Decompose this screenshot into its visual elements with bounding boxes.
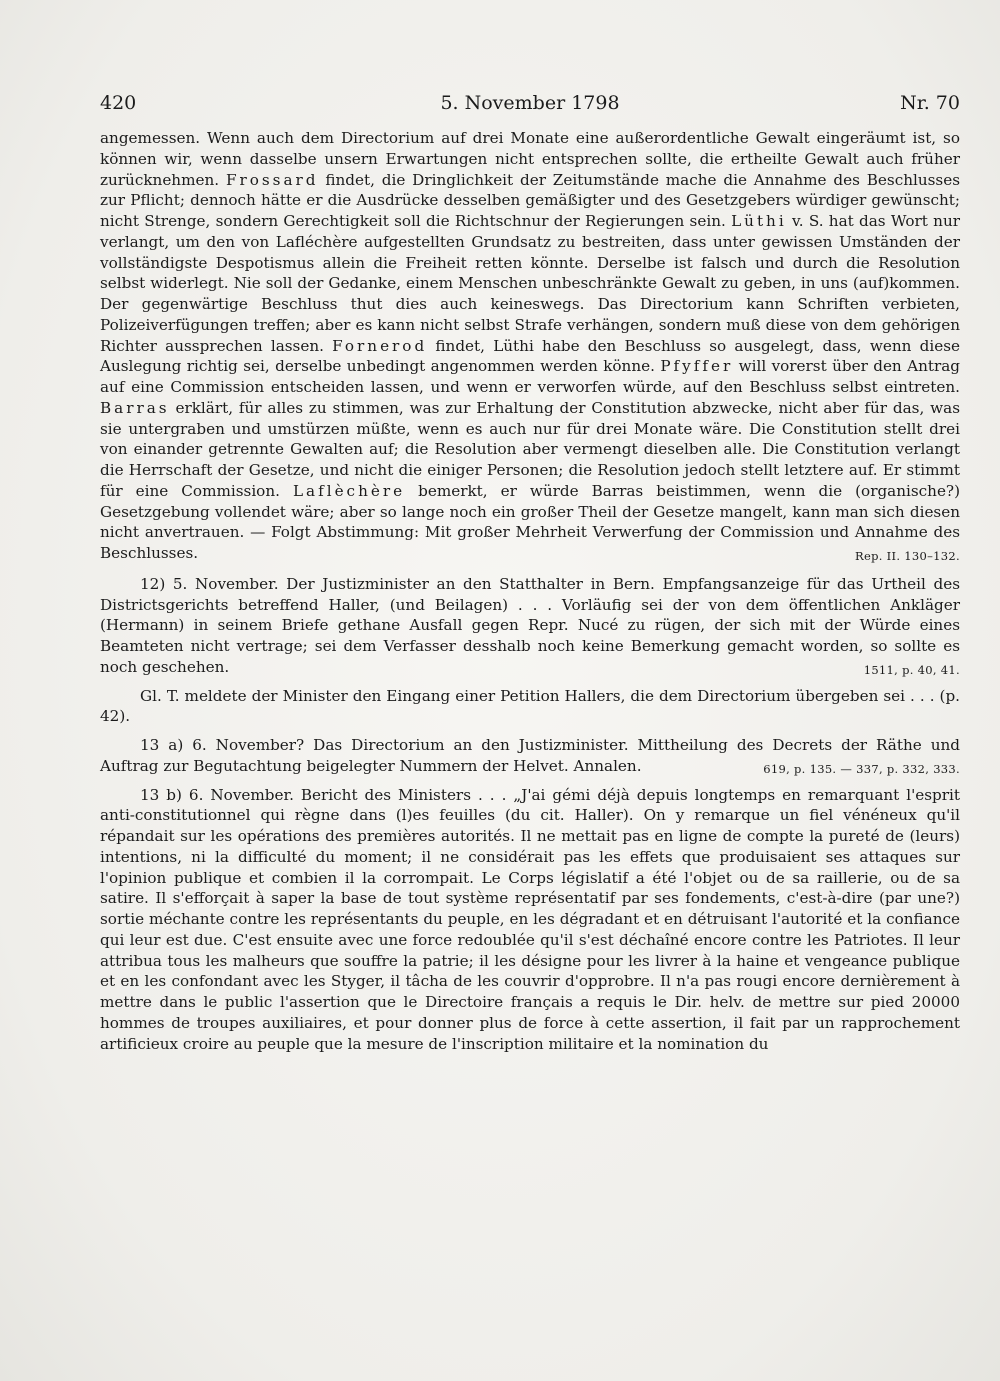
entry-text: 13 a) 6. November? Das Directorium an den Justizminister. Mittheilung des Decrets der Räthe und Auftrag zur Begutachtung beigelegter Nummern der Helvet. Annalen. xyxy=(100,736,960,775)
header-date: 5. November 1798 xyxy=(440,92,620,114)
text-segment: will vorerst über den Antrag auf eine Commission entscheiden lassen, und wenn er verworfen würde, auf den Beschluss selbst eintreten. xyxy=(100,357,960,396)
document-number: Nr. 70 xyxy=(900,92,960,114)
paragraph-debate xyxy=(100,128,960,564)
text-segment: bemerkt, er würde Barras beistimmen, wenn die (organische?) Gesetzgebung vollendet wäre; aber so lange noch ein großer Theil der Gesetze mangelt, kann man sich diesen nicht anvertrauen. — Folgt Abstimmung: Mit großer Mehrheit Verwerfung der Commission und Annahme des Beschlusses. xyxy=(100,481,961,562)
text-segment: findet, die Dringlichkeit der Zeitumstände mache die Annahme des Beschlusses zur Pflicht; dennoch hätte er die Ausdrücke desselben gemäßigter und des Gesetzgebers würdiger gewünscht; nicht Strenge, sondern Gerechtigkeit soll die Richtschnur der Regierungen sein. xyxy=(100,170,960,230)
running-header xyxy=(100,92,960,122)
entry-text: Gl. T. meldete der Minister den Eingang einer Petition Hallers, die dem Directorium übergeben sei . . . (p. 42). xyxy=(100,686,960,726)
text-segment: angemessen. Wenn auch dem Directorium auf drei Monate eine außerordentliche Gewalt eingeräumt ist, so können wir, wenn dasselbe unsern Erwartungen nicht entsprechen sollte, die ertheilte Gewalt auch früher zurücknehmen. xyxy=(100,129,960,189)
speaker-name: Fornerod xyxy=(332,336,428,355)
paragraph-entry-13b xyxy=(100,785,960,1055)
speaker-name: Lüthi xyxy=(731,212,787,230)
source-reference: Rep. II. 130–132. xyxy=(855,549,960,563)
text-segment: findet, Lüthi habe den Beschluss so ausgelegt, dass, wenn diese Auslegung richtig sei, derselbe unbedingt angenommen werden könne. xyxy=(100,336,960,376)
speaker-name: Frossard xyxy=(225,170,319,189)
text-segment: v. S. hat das Wort nur verlangt, um den von Lafléchère aufgestellten Grundsatz zu bestreiten, dass unter gewissen Umständen der vollständigste Despotismus allein die Freiheit retten könnte. Derselbe ist falsch und durch die Resolution selbst widerlegt. Nie soll der Gedanke, einem Menschen unbeschränkte Gewalt zu geben, in uns (auf)kommen. Der gegenwärtige Beschluss thut dies auch keineswegs. Das Directorium kann Schriften verbieten, Polizeiverfügungen treffen; aber es kann nicht selbst Strafe verhängen, sondern muß diese von dem gehörigen Richter aussprechen lassen. xyxy=(100,212,961,355)
paragraph-entry-13a xyxy=(100,735,960,777)
paragraph-note xyxy=(100,686,960,728)
main-text xyxy=(100,128,960,1054)
source-reference: 619, p. 135. — 337, p. 332, 333. xyxy=(763,761,960,776)
speaker-name: Barras xyxy=(100,398,170,417)
paragraph-entry-12 xyxy=(100,574,960,678)
speaker-name: Laflèchère xyxy=(292,481,406,500)
speaker-name: Pfyffer xyxy=(660,357,734,376)
page-number: 420 xyxy=(100,92,137,114)
entry-text: 13 b) 6. November. Bericht des Ministers . . . „J'ai gémi déjà depuis longtemps en remarquant l'esprit anti-constitutionnel qui règne dans (l)es feuilles (du cit. Haller). On y remarque un fiel vénéneux qu'il répandait sur les opérations des premières autorités. Il ne mettait pas en ligne de compte la pureté de (leurs) intentions, ni la difficulté du moment; il ne considérait pas les effets que produisaient ses attaques sur l'opinion publique et combien il la corrompait. Le Corps législatif a été l'objet ou de sa raillerie, ou de sa satire. Il s'efforçait à saper la base de tout système représentatif par ses fondements, c'est-à-dire (par une?) sortie méchante contre les représentants du peuple, en les dégradant et en détruisant l'autorité et la confiance qui leur est due. C'est ensuite avec une force redoublée qu'il s'est déchaîné encore contre les Patriotes. Il leur attribua tous les malheurs que souffre la patrie; il les désigne pour les livrer à la haine et vengeance publique et en les confondant avec les Styger, il tâcha de les couvrir d'opprobre. Il n'a pas rougi encore dernièrement à mettre dans le public l'assertion que le Directoire français a requis le Dir. helv. de mettre sur pied 20000 hommes de troupes auxiliaires, et pour donner plus de force à cette assertion, il fait par un rapprochement artificieux croire au peuple que la mesure de l'inscription militaire et la nomination du xyxy=(100,785,960,1053)
text-segment: erklärt, für alles zu stimmen, was zur Erhaltung der Constitution abzwecke, nicht aber für das, was sie untergraben und umstürzen müßte, wenn es auch nur für drei Monate wäre. Die Constitution stellt drei von einander getrennte Gewalten auf; die Resolution aber vermengt dieselben alle. Die Constitution verlangt die Herrschaft der Gesetze, und nicht die einiger Personen; die Resolution jedoch stellt letztere auf. Er stimmt für eine Commission. xyxy=(100,398,960,500)
entry-text: 12) 5. November. Der Justizminister an den Statthalter in Bern. Empfangsanzeige für das Urtheil des Districtsgerichts betreffend Haller, (und Beilagen) . . . Vorläufig sei der von dem öffentlichen Ankläger (Hermann) in seinem Briefe gethane Ausfall gegen Repr. Nucé zu rügen, der sich mit der Würde eines Beamteten nicht vertrage; sei dem Verfasser desshalb noch keine Bemerkung gemacht worden, so sollte es noch geschehen. xyxy=(100,574,960,676)
source-reference: 1511, p. 40, 41. xyxy=(863,662,960,677)
